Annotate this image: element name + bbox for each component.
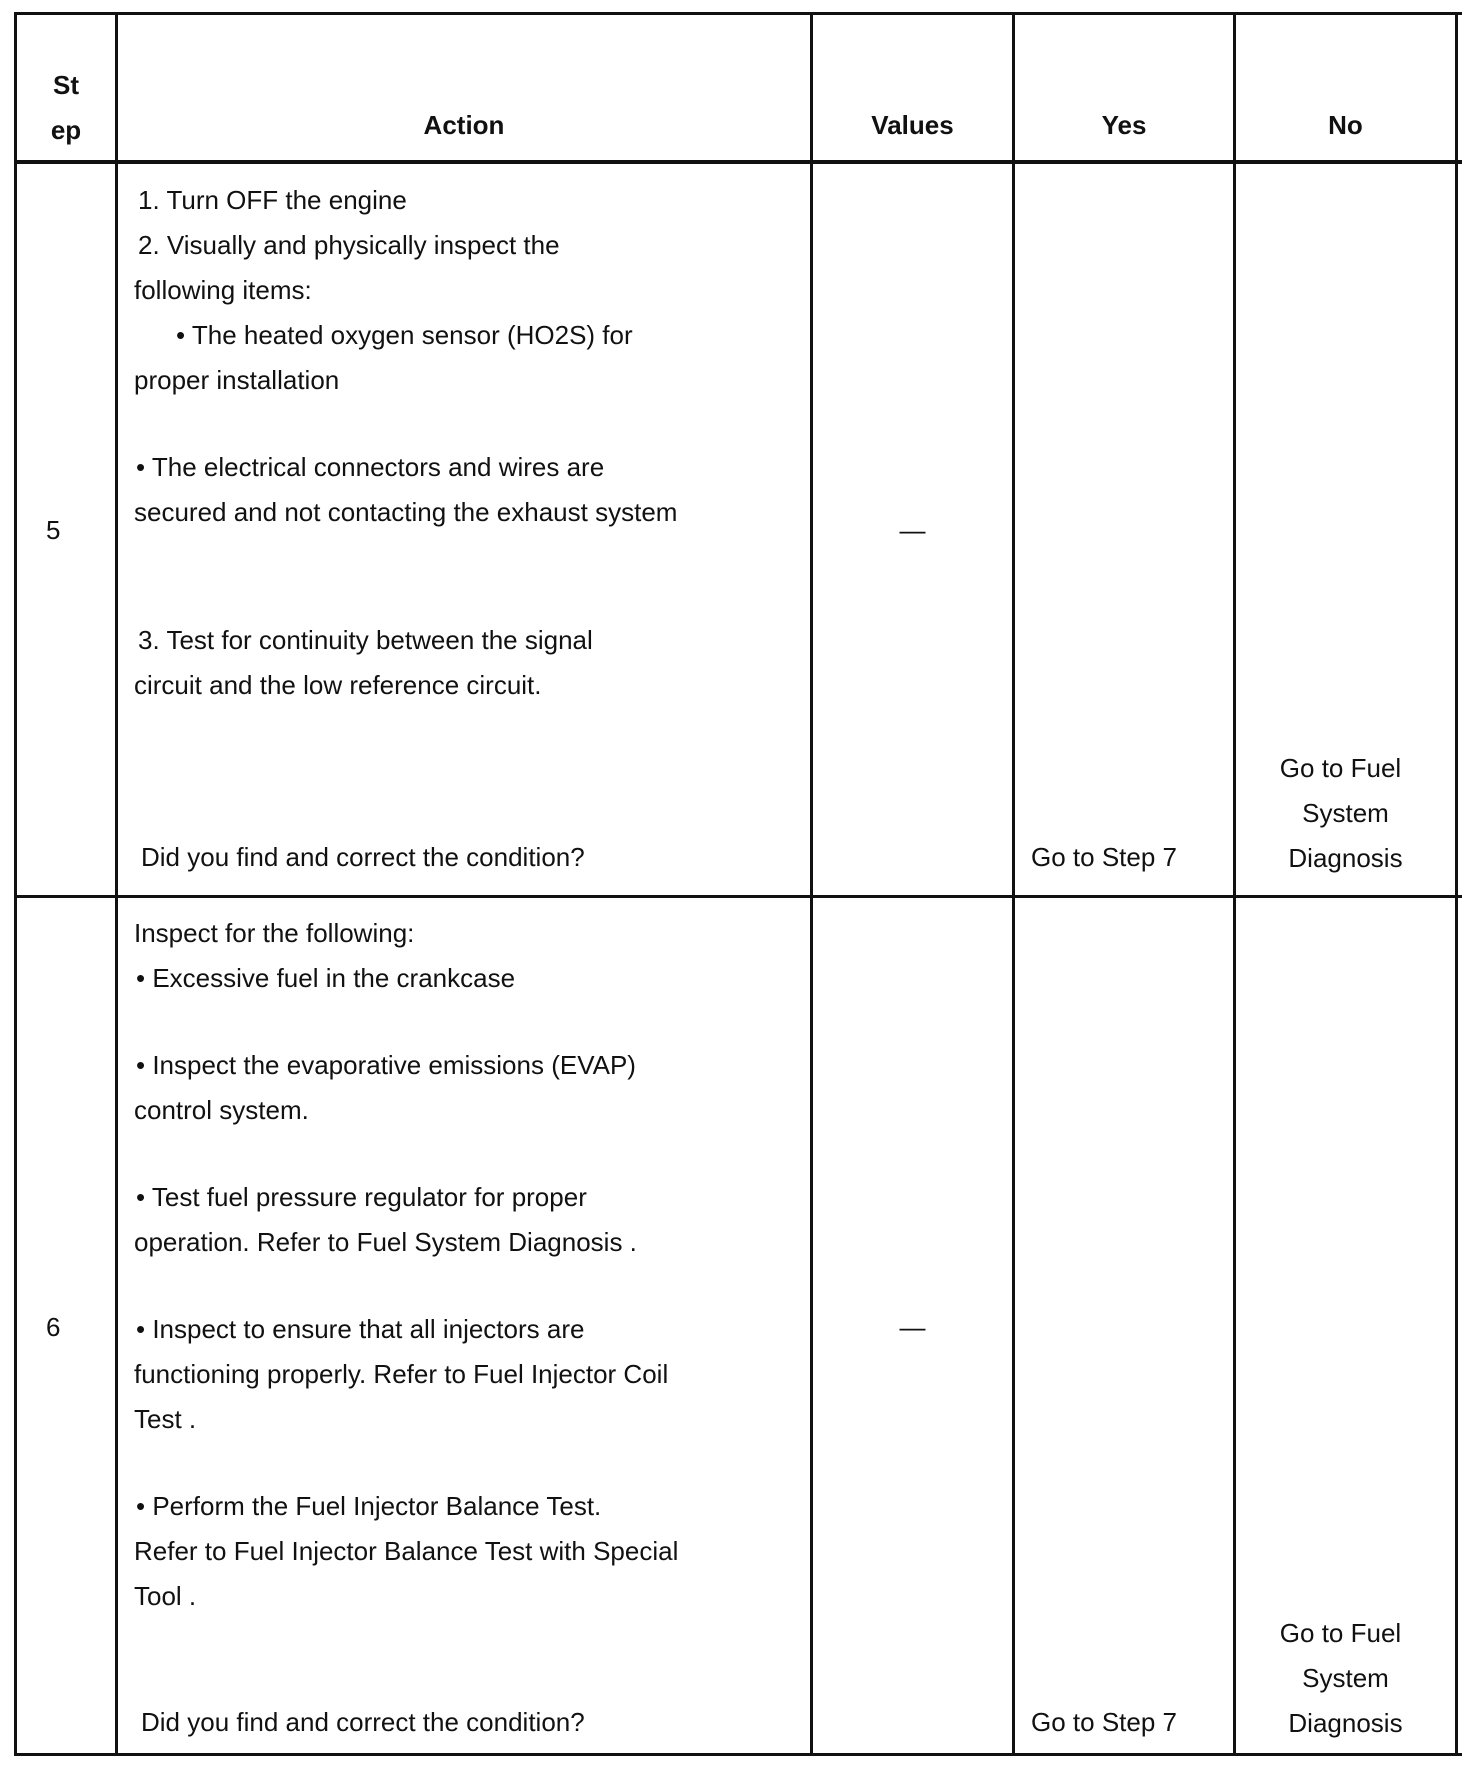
no-cell: [1236, 746, 1455, 881]
action-cell: [134, 178, 677, 708]
header-step-line2: ep: [50, 115, 82, 145]
action-line: • Perform the Fuel Injector Balance Test.: [136, 1491, 602, 1521]
no-cell: [1236, 1611, 1455, 1746]
table-border-right: [1455, 12, 1458, 1756]
action-question: Did you find and correct the condition?: [141, 842, 585, 872]
value-dash: —: [899, 515, 926, 545]
row-divider: [14, 895, 1462, 898]
header-yes: Yes: [1101, 110, 1147, 140]
action-line: operation. Refer to Fuel System Diagnosis .: [134, 1227, 637, 1257]
table-border-top: [14, 12, 1462, 15]
no-line: System: [1302, 1663, 1389, 1693]
action-line: • Excessive fuel in the crankcase: [136, 963, 516, 993]
header-action: Action: [423, 110, 505, 140]
header-no: No: [1328, 110, 1363, 140]
action-line: Inspect for the following:: [134, 918, 415, 948]
header-values: Values: [871, 110, 954, 140]
col-divider-yes: [1233, 12, 1236, 1756]
action-line: following items:: [134, 275, 312, 305]
action-line: • Inspect to ensure that all injectors are: [136, 1314, 585, 1344]
no-line: Go to Fuel: [1279, 753, 1402, 783]
action-line: Refer to Fuel Injector Balance Test with Special: [134, 1536, 679, 1566]
no-line: Diagnosis: [1288, 1708, 1403, 1738]
action-line: Tool .: [134, 1581, 197, 1611]
table-border-left: [14, 12, 17, 1756]
action-line: proper installation: [134, 365, 340, 395]
step-number: 6: [46, 1312, 61, 1342]
col-divider-action: [810, 12, 813, 1756]
value-dash: —: [899, 1312, 926, 1342]
action-line: • The electrical connectors and wires are: [136, 452, 605, 482]
action-line: 3. Test for continuity between the signal: [138, 625, 593, 655]
action-line: Test .: [134, 1404, 197, 1434]
header-step-line1: St: [53, 70, 79, 100]
action-line: • Test fuel pressure regulator for proper: [136, 1182, 587, 1212]
action-line: control system.: [134, 1095, 309, 1125]
action-line: functioning properly. Refer to Fuel Injector Coil: [134, 1359, 669, 1389]
yes-cell: Go to Step 7: [1031, 842, 1177, 872]
action-line: • Inspect the evaporative emissions (EVAP): [136, 1050, 636, 1080]
action-line: circuit and the low reference circuit.: [134, 670, 542, 700]
table-border-bottom: [14, 1753, 1462, 1756]
step-number: 5: [46, 515, 61, 545]
col-divider-values: [1012, 12, 1015, 1756]
yes-cell: Go to Step 7: [1031, 1707, 1177, 1737]
action-cell: [134, 911, 678, 1619]
action-line: secured and not contacting the exhaust system: [134, 497, 678, 527]
header-divider: [14, 160, 1462, 164]
action-question: Did you find and correct the condition?: [141, 1707, 585, 1737]
no-line: Diagnosis: [1288, 843, 1403, 873]
header-step: [17, 63, 115, 153]
no-line: Go to Fuel: [1279, 1618, 1402, 1648]
action-line: • The heated oxygen sensor (HO2S) for: [176, 320, 633, 350]
col-divider-step: [115, 12, 118, 1756]
action-line: 2. Visually and physically inspect the: [138, 230, 560, 260]
action-line: 1. Turn OFF the engine: [138, 185, 407, 215]
no-line: System: [1302, 798, 1389, 828]
